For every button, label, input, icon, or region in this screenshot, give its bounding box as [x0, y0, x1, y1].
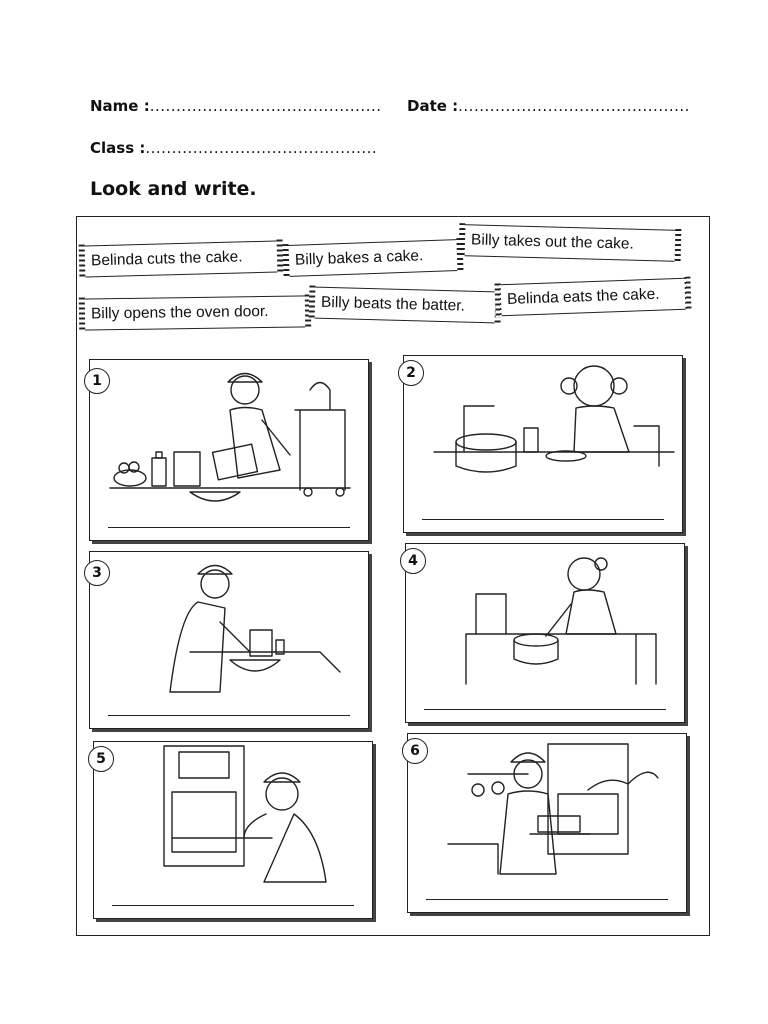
answer-line-5[interactable] [112, 905, 354, 906]
panel-number-2: 2 [398, 360, 424, 386]
panel-number-6: 6 [402, 738, 428, 764]
worksheet-frame [76, 216, 710, 936]
phrase-strip-6[interactable]: Belinda eats the cake. [497, 278, 690, 317]
phrase-strip-4[interactable]: Billy opens the oven door. [81, 295, 309, 330]
picture-panel-6 [407, 733, 687, 913]
answer-line-4[interactable] [424, 709, 666, 710]
phrase-strip-1[interactable]: Belinda cuts the cake. [81, 240, 282, 277]
chef-taking-out-cake-icon [408, 734, 686, 912]
chef-beating-batter-icon [90, 552, 368, 728]
date-blank[interactable]: ............................................ [458, 97, 690, 115]
name-field: Name :............................................ [90, 97, 382, 115]
date-field: Date :............................................ [407, 97, 690, 115]
panel-number-1: 1 [84, 368, 110, 394]
phrase-strip-5[interactable]: Billy beats the batter. [311, 287, 500, 324]
panel-number-4: 4 [400, 548, 426, 574]
phrase-strip-2[interactable]: Billy bakes a cake. [284, 239, 461, 277]
phrase-strip-3[interactable]: Billy takes out the cake. [461, 224, 680, 262]
picture-panel-5 [93, 741, 373, 919]
picture-panel-1 [89, 359, 369, 541]
name-blank[interactable]: ............................................ [149, 97, 382, 115]
chef-mixing-flour-icon [90, 360, 368, 540]
girl-cutting-cake-icon [406, 544, 684, 722]
class-field: Class :............................................ [90, 139, 378, 157]
picture-panel-4 [405, 543, 685, 723]
picture-panel-2 [403, 355, 683, 533]
panel-number-3: 3 [84, 560, 110, 586]
chef-opening-oven-icon [94, 742, 372, 918]
picture-panel-3 [89, 551, 369, 729]
answer-line-3[interactable] [108, 715, 350, 716]
answer-line-2[interactable] [422, 519, 664, 520]
answer-line-6[interactable] [426, 899, 668, 900]
panel-number-5: 5 [88, 746, 114, 772]
instruction-title: Look and write. [90, 178, 257, 200]
girl-eating-cake-icon [404, 356, 682, 532]
answer-line-1[interactable] [108, 527, 350, 528]
class-blank[interactable]: ............................................ [145, 139, 378, 157]
